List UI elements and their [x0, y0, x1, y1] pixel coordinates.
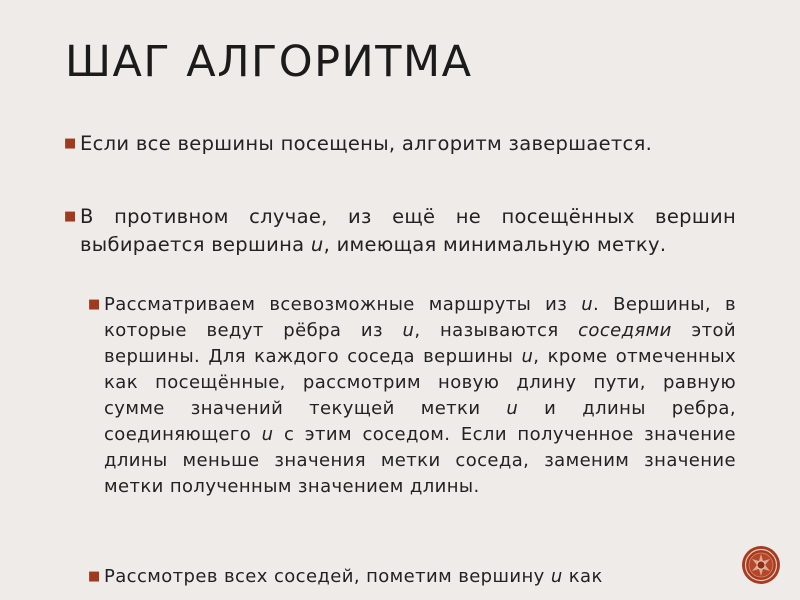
bullet-text-italic: u [402, 320, 415, 341]
bullet-text-italic: u [581, 294, 594, 315]
bullet-text: , имеющая минимальную метку. [323, 233, 667, 256]
bullet-text: В противном случае, из ещё не посещённых вершин выбирается вершина [80, 205, 736, 256]
square-bullet-icon: ■ [64, 136, 77, 151]
bullet-item [64, 130, 736, 158]
sub-bullet-item [88, 292, 736, 500]
bullet-text: этой вершины. Для каждого соседа вершины [104, 320, 736, 367]
sub-bullet-item [88, 564, 736, 590]
bullet-item [64, 203, 736, 259]
bullet-text-italic: u [506, 398, 519, 419]
square-bullet-icon: ■ [88, 297, 101, 312]
bullet-text: как [562, 566, 603, 587]
ornament-logo-icon [741, 545, 781, 585]
bullet-text: с этим соседом. Если полученное значение длины меньше значения метки соседа, заменим значение метки полученным значением длины. [104, 424, 736, 497]
bullet-text: Если все вершины посещены, алгоритм завершается. [80, 132, 653, 155]
bullet-text: , называются [414, 320, 579, 341]
bullet-text: Рассмотрев всех соседей, пометим вершину [104, 566, 551, 587]
slide-title: ШАГ АЛГОРИТМА [65, 37, 473, 87]
bullet-text-italic: u [550, 566, 563, 587]
square-bullet-icon: ■ [88, 569, 101, 584]
square-bullet-icon: ■ [64, 209, 77, 224]
bullet-text: и длины ребра, соединяющего [104, 398, 736, 445]
bullet-text: Рассматриваем всевозможные маршруты из [104, 294, 582, 315]
bullet-text-italic: u [261, 424, 274, 445]
bullet-text-italic: u [310, 233, 324, 256]
bullet-text-italic: соседями [578, 320, 672, 341]
bullet-text-italic: u [521, 346, 534, 367]
bullet-text: , кроме отмеченных как посещённые, рассмотрим новую длину пути, равную сумме значений текущей метки [104, 346, 736, 419]
bullet-text: . Вершины, в которые ведут рёбра из [104, 294, 736, 341]
